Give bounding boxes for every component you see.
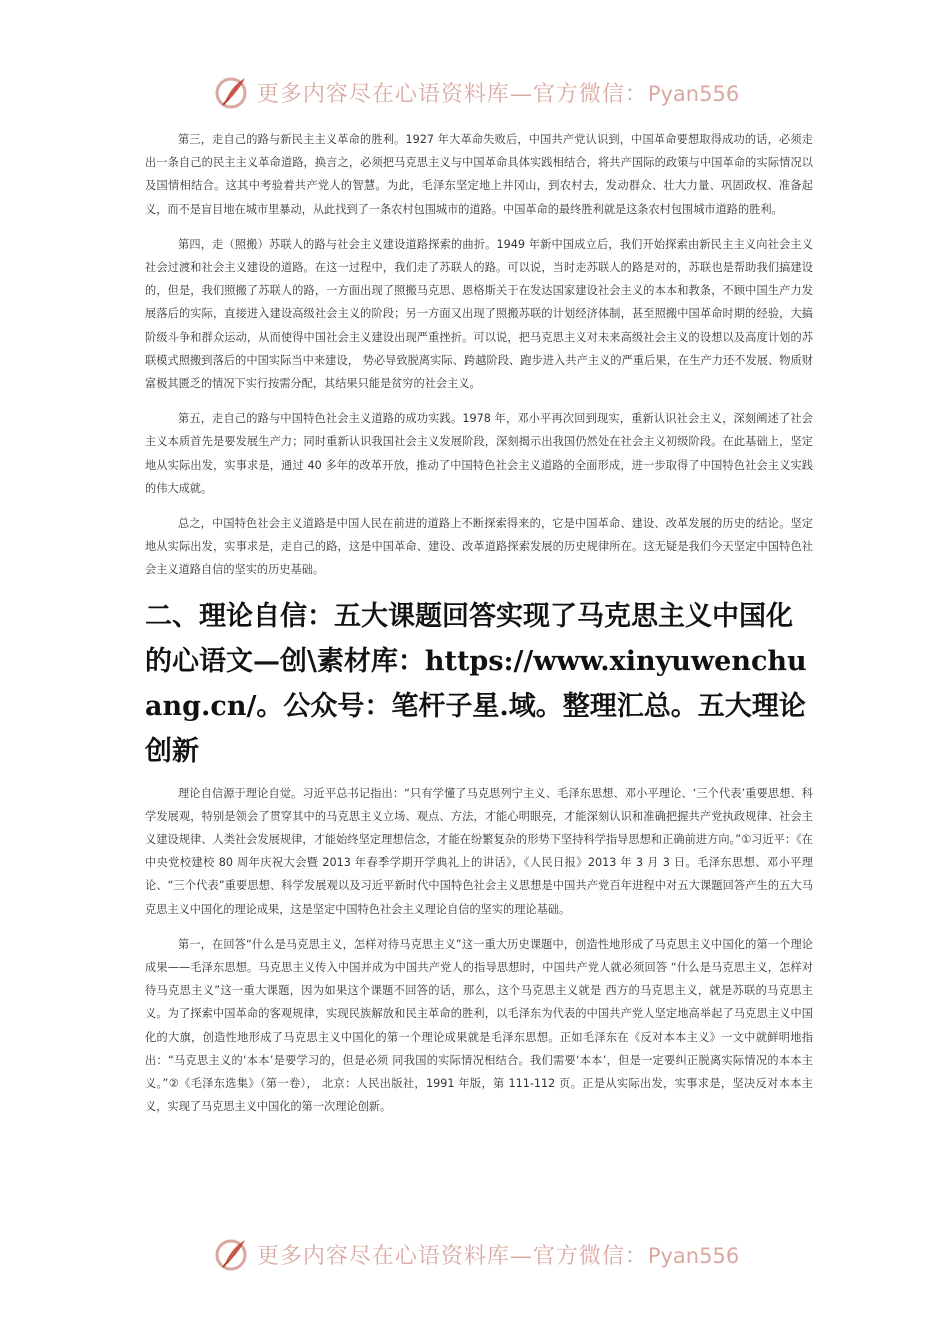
feather-seal-logo-icon (211, 72, 251, 112)
paragraph-fourth: 第四，走（照搬）苏联人的路与社会主义建设道路探索的曲折。1949 年新中国成立后，我们开始探索由新民主主义向社会主义社会过渡和社会主义建设的道路。在这一过程中，我们走了苏联人的路。可以说，当时走苏联人的路是对的，苏联也是帮助我们搞建设的，但是，我们照搬了苏联人的路，一方面出现了照搬马克思、恩格斯关于在发达国家建设社会主义的本本和教条，不顾中国生产力发展落后的实际，直接进入建设高级社会主义的阶段；另一方面又出现了照搬苏联的计划经济体制，甚至照搬中国革命时期的经验，大搞阶级斗争和群众运动，从而使得中国社会主义建设出现严重挫折。可以说，把马克思主义对未来高级社会主义的设想以及高度计划的苏联模式照搬到落后的中国实际当中来建设， 势必导致脱离实际、跨越阶段、跑步进入共产主义的严重后果，在生产力还不发展、物质财富极其匮乏的情况下实行按需分配，其结果只能是贫穷的社会主义。 (145, 237, 813, 391)
paragraph-fifth: 第五，走自己的路与中国特色社会主义道路的成功实践。1978 年，邓小平再次回到现实，重新认识社会主义，深刻阐述了社会主义本质首先是要发展生产力；同时重新认识我国社会主义发展阶段，深刻揭示出我国仍然处在社会主义初级阶段。在此基础上，坚定地从实际出发，实事求是，通过 40 多年的改革开放，推动了中国特色社会主义道路的全面形成，进一步取得了中国特色社会主义实践的伟大成就。 (145, 412, 813, 495)
feather-seal-logo-icon (211, 1234, 251, 1274)
paragraph-third: 第三，走自己的路与新民主主义革命的胜利。1927 年大革命失败后，中国共产党认识到，中国革命要想取得成功的话，必须走出一条自己的民主主义革命道路，换言之，必须把马克思主义与中国革命具体实践相结合，将共产国际的政策与中国革命的实际情况以及国情相结合。这其中考验着共产党人的智慧。为此，毛泽东坚定地上井冈山，到农村去，发动群众、壮大力量、巩固政权、准备起义，而不是盲目地在城市里暴动，从此找到了一条农村包围城市的道路。中国革命的最终胜利就是这条农村包围城市道路的胜利。 (145, 133, 813, 216)
banner-text: 更多内容尽在心语资料库—官方微信：Pyan556 (256, 1243, 740, 1269)
document-body (145, 128, 813, 1131)
paragraph-summary: 总之，中国特色社会主义道路是中国人民在前进的道路上不断探索得来的，它是中国革命、建设、改革发展的历史的结论。坚定地从实际出发，实事求是，走自己的路，这是中国革命、建设、改革道路探索发展的历史规律所在。这无疑是我们今天坚定中国特色社会主义道路自信的坚实的历史基础。 (145, 517, 813, 577)
watermark-banner-bottom (0, 1232, 950, 1276)
section-heading: 二、理论自信：五大课题回答实现了马克思主义中国化的心语文—创\素材库：https://www.xinyuwenchuang.cn/。公众号：笔杆子星.域。整理汇总。五大理论创新 (145, 600, 807, 767)
watermark-banner-top (0, 70, 950, 114)
banner-text: 更多内容尽在心语资料库—官方微信：Pyan556 (256, 81, 740, 107)
paragraph-theory-intro: 理论自信源于理论自觉。习近平总书记指出：“只有学懂了马克思列宁主义、毛泽东思想、邓小平理论、‘三个代表’重要思想、科学发展观，特别是领会了贯穿其中的马克思主义立场、观点、方法，才能心明眼亮，才能深刻认识和准确把握共产党执政规律、社会主义建设规律、人类社会发展规律，才能始终坚定理想信念，才能在纷繁复杂的形势下坚持科学指导思想和正确前进方向。”①习近平：《在中央党校建校 80 周年庆祝大会暨 2013 年春季学期开学典礼上的讲话》，《人民日报》2013 年 3 月 3 日。毛泽东思想、邓小平理论、“三个代表”重要思想、科学发展观以及习近平新时代中国特色社会主义思想是中国共产党百年进程中对五大课题回答产生的五大马克思主义中国化的理论成果，这是坚定中国特色社会主义理论自信的坚实的理论基础。 (145, 786, 813, 916)
paragraph-first-theory: 第一，在回答“什么是马克思主义，怎样对待马克思主义”这一重大历史课题中，创造性地形成了马克思主义中国化的第一个理论成果——毛泽东思想。马克思主义传入中国并成为中国共产党人的指导思想时，中国共产党人就必须回答 “什么是马克思主义，怎样对待马克思主义”这一重大课题，因为如果这个课题不回答的话，那么，这个马克思主义就是 西方的马克思主义，就是苏联的马克思主义。为了探索中国革命的客观规律，实现民族解放和民主革命的胜利，以毛泽东为代表的中国共产党人坚定地高举起了马克思主义中国化的大旗，创造性地形成了马克思主义中国化的第一个理论成果就是毛泽东思想。正如毛泽东在《反对本本主义》一文中就鲜明地指出：“马克思主义的‘本本’是要学习的，但是必须 同我国的实际情况相结合。我们需要‘本本’，但是一定要纠正脱离实际情况的本本主义。”②《毛泽东选集》（第一卷）， 北京：人民出版社，1991 年版，第 111-112 页。正是从实际出发，实事求是，坚决反对本本主义，实现了马克思主义中国化的第一次理论创新。 (145, 937, 813, 1114)
